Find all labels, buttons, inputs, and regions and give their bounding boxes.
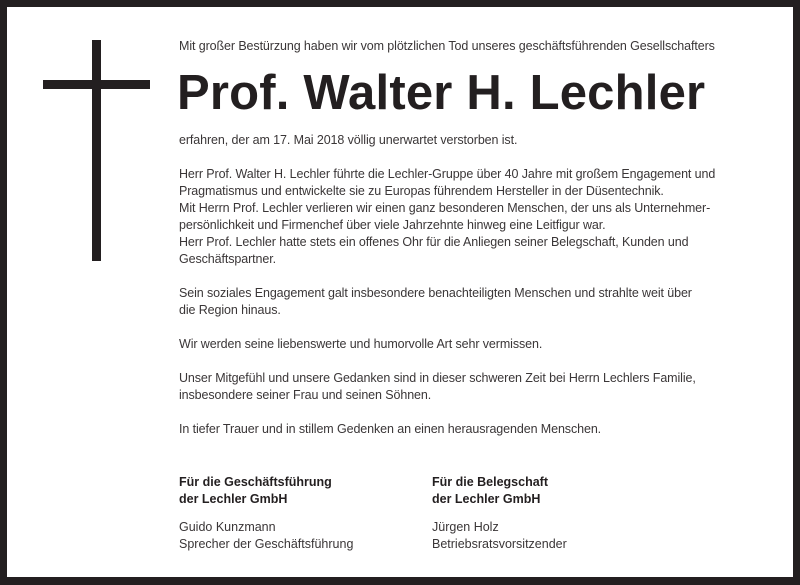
signature-management bbox=[179, 474, 353, 553]
paragraph-line: persönlichkeit und Firmenchef über viele Jahrzehnte hinweg eine Leitfigur war. bbox=[179, 218, 606, 232]
signature-org: Für die Geschäftsführung bbox=[179, 475, 332, 489]
notice-content bbox=[179, 38, 759, 438]
intro-text: Mit großer Bestürzung haben wir vom plötzlichen Tod unseres geschäftsführenden Gesellschafters bbox=[179, 39, 715, 53]
signature-person: Guido Kunzmann bbox=[179, 520, 276, 534]
signature-role: Sprecher der Geschäftsführung bbox=[179, 537, 354, 551]
date-line-text: erfahren, der am 17. Mai 2018 völlig unerwartet verstorben ist. bbox=[179, 133, 518, 147]
paragraph-line: Herr Prof. Lechler hatte stets ein offenes Ohr für die Anliegen seiner Belegschaft, Kunden und bbox=[179, 235, 689, 249]
paragraph-line: Mit Herrn Prof. Lechler verlieren wir einen ganz besonderen Menschen, der uns als Unternehmer- bbox=[179, 201, 711, 215]
paragraph-mourning bbox=[179, 421, 759, 438]
paragraph-line: die Region hinaus. bbox=[179, 303, 281, 317]
paragraph-miss bbox=[179, 336, 759, 353]
deceased-name: Prof. Walter H. Lechler bbox=[177, 66, 706, 120]
paragraph-social bbox=[179, 285, 759, 319]
paragraph-line: Sein soziales Engagement galt insbesondere benachteiligten Menschen und strahlte weit über bbox=[179, 286, 692, 300]
paragraph-line: Pragmatismus und entwickelte sie zu Europas führendem Hersteller in der Düsentechnik. bbox=[179, 184, 664, 198]
paragraph-line: Unser Mitgefühl und unsere Gedanken sind in dieser schweren Zeit bei Herrn Lechlers Familie, bbox=[179, 371, 696, 385]
signature-person: Jürgen Holz bbox=[432, 520, 499, 534]
signature-org: der Lechler GmbH bbox=[432, 492, 541, 506]
paragraph-line: In tiefer Trauer und in stillem Gedenken an einen herausragenden Menschen. bbox=[179, 422, 602, 436]
date-line bbox=[179, 132, 759, 149]
paragraph-line: Geschäftspartner. bbox=[179, 252, 276, 266]
paragraph-career bbox=[179, 166, 759, 268]
signature-role: Betriebsratsvorsitzender bbox=[432, 537, 567, 551]
cross-icon-horizontal-bar bbox=[43, 80, 150, 89]
paragraph-line: Herr Prof. Walter H. Lechler führte die Lechler-Gruppe über 40 Jahre mit großem Engagement und bbox=[179, 167, 716, 181]
signature-org: der Lechler GmbH bbox=[179, 492, 288, 506]
cross-icon-vertical-bar bbox=[92, 40, 101, 261]
paragraph-condolence bbox=[179, 370, 759, 404]
signature-org: Für die Belegschaft bbox=[432, 475, 548, 489]
signature-staff bbox=[432, 474, 567, 553]
paragraph-line: insbesondere seiner Frau und seinen Söhnen. bbox=[179, 388, 432, 402]
paragraph-line: Wir werden seine liebenswerte und humorvolle Art sehr vermissen. bbox=[179, 337, 543, 351]
